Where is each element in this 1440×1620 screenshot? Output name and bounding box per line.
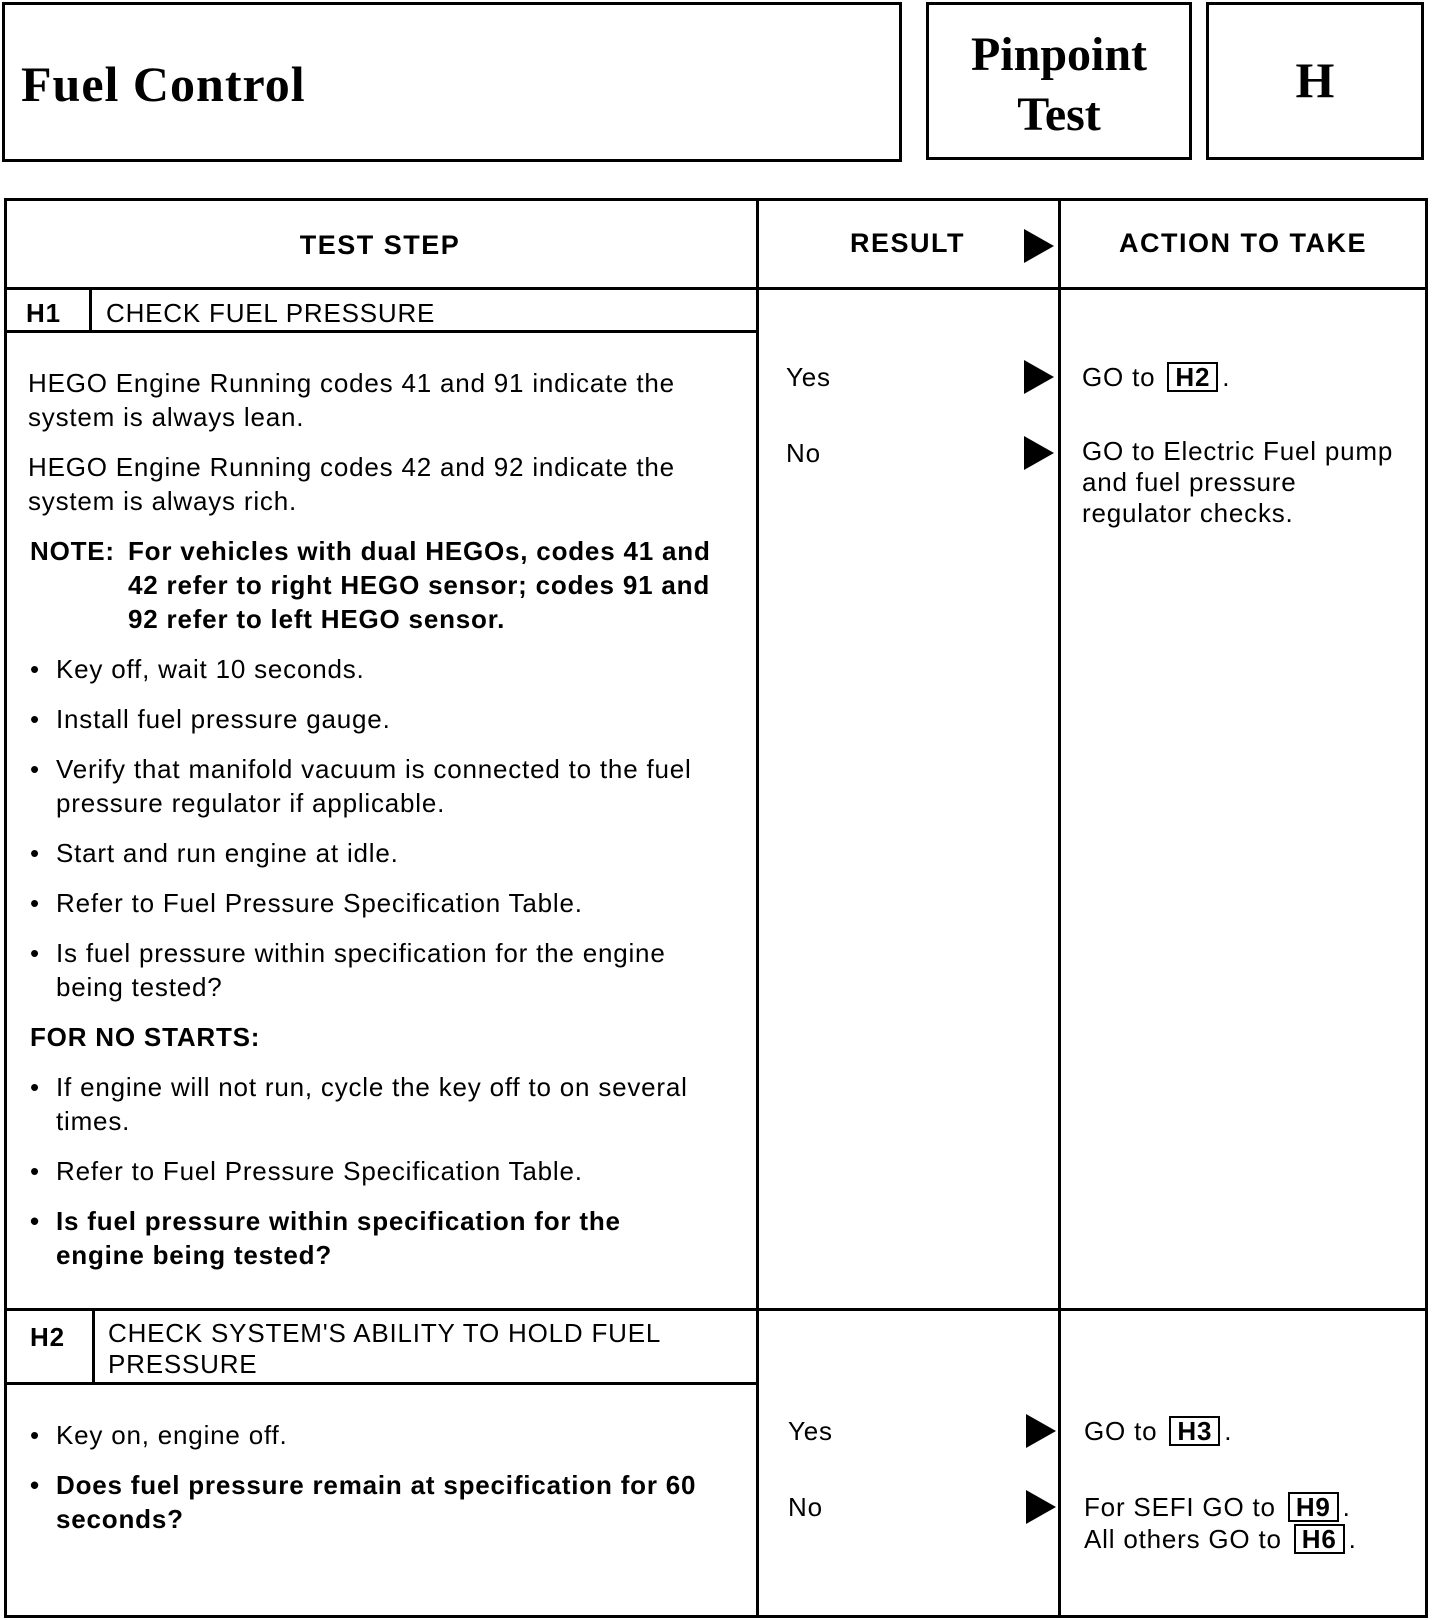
h1-note-label: NOTE:	[30, 536, 115, 566]
h2-step-title: CHECK SYSTEM'S ABILITY TO HOLD FUEL PRESSURE	[108, 1318, 661, 1379]
h1-bullet: • Is fuel pressure within specification for the engine being tested?	[30, 938, 666, 1002]
h1-id-divider	[89, 287, 92, 331]
bullet-icon: •	[30, 654, 40, 684]
h1-yes-arrow-icon	[1024, 360, 1054, 394]
h2-id-divider	[92, 1308, 95, 1384]
test-letter: H	[1295, 52, 1335, 108]
h1-title-bottom	[4, 330, 756, 333]
h1-bullet: • Start and run engine at idle.	[30, 838, 399, 868]
h2-action-no-others: All others GO to H6 .	[1084, 1524, 1357, 1554]
h2-no-arrow-icon	[1026, 1490, 1056, 1524]
bullet-icon: •	[30, 754, 40, 784]
column-header-result: RESULT	[850, 228, 965, 258]
bullet-icon: •	[30, 1470, 40, 1500]
h2-result-no: No	[788, 1492, 823, 1522]
title-box	[2, 2, 902, 162]
h1-note-text: For vehicles with dual HEGOs, codes 41 and 42 refer to right HEGO sensor; codes 91 and 92 refer to left HEGO sensor.	[128, 536, 711, 634]
h1-no-starts-heading: FOR NO STARTS:	[30, 1022, 261, 1052]
h1-result-no: No	[786, 438, 821, 468]
result-arrow-icon	[1024, 229, 1054, 263]
divider-action-left	[1058, 198, 1061, 1618]
h1-paragraph-lean: HEGO Engine Running codes 41 and 91 indicate the system is always lean.	[28, 368, 675, 432]
h1-paragraph-rich: HEGO Engine Running codes 42 and 92 indicate the system is always rich.	[28, 452, 675, 516]
h1-action-yes: GO to H2 .	[1082, 362, 1231, 392]
h1-no-start-bullet: • Refer to Fuel Pressure Specification Table.	[30, 1156, 583, 1186]
bullet-icon: •	[30, 938, 40, 968]
h1-step-id: H1	[26, 298, 61, 328]
h2-bullet: • Does fuel pressure remain at specification for 60 seconds?	[30, 1470, 697, 1534]
h2-yes-arrow-icon	[1026, 1414, 1056, 1448]
h2-top-divider	[4, 1308, 1428, 1311]
h1-no-arrow-icon	[1024, 436, 1054, 470]
h2-step-id: H2	[30, 1322, 65, 1352]
h2-action-no-sefi: For SEFI GO to H9 .	[1084, 1492, 1351, 1522]
h1-result-yes: Yes	[786, 362, 831, 392]
bullet-icon: •	[30, 1420, 40, 1450]
bullet-icon: •	[30, 838, 40, 868]
test-type-line1: Pinpoint	[970, 28, 1148, 81]
h1-step-title: CHECK FUEL PRESSURE	[106, 298, 436, 328]
page-title: Fuel Control	[21, 56, 306, 112]
step-ref-h6[interactable]: H6	[1294, 1524, 1345, 1554]
bullet-icon: •	[30, 1156, 40, 1186]
step-ref-h2[interactable]: H2	[1167, 362, 1218, 392]
h1-no-start-bullet: • If engine will not run, cycle the key off to on several times.	[30, 1072, 688, 1136]
column-header-action: ACTION TO TAKE	[1119, 228, 1367, 258]
step-ref-h3[interactable]: H3	[1169, 1416, 1220, 1446]
h1-bullet: • Key off, wait 10 seconds.	[30, 654, 365, 684]
divider-result-left	[756, 198, 759, 1618]
header-divider	[4, 287, 1428, 290]
h2-action-yes: GO to H3 .	[1084, 1416, 1233, 1446]
h1-no-start-bullet: • Is fuel pressure within specification for the engine being tested?	[30, 1206, 621, 1270]
h1-action-no: GO to Electric Fuel pump and fuel pressure regulator checks.	[1082, 436, 1394, 528]
h2-result-yes: Yes	[788, 1416, 833, 1446]
step-ref-h9[interactable]: H9	[1288, 1492, 1339, 1522]
bullet-icon: •	[30, 704, 40, 734]
h1-bullet: • Refer to Fuel Pressure Specification Table.	[30, 888, 583, 918]
h2-title-bottom	[4, 1382, 756, 1385]
h1-bullet: • Install fuel pressure gauge.	[30, 704, 391, 734]
h1-bullet: • Verify that manifold vacuum is connected to the fuel pressure regulator if applicable.	[30, 754, 692, 818]
bullet-icon: •	[30, 888, 40, 918]
test-letter-box	[1206, 2, 1424, 160]
column-header-test-step: TEST STEP	[299, 230, 461, 260]
test-type-box	[926, 2, 1192, 160]
h2-bullet: • Key on, engine off.	[30, 1420, 288, 1450]
test-type-line2: Test	[1017, 88, 1101, 141]
bullet-icon: •	[30, 1072, 40, 1102]
bullet-icon: •	[30, 1206, 40, 1236]
